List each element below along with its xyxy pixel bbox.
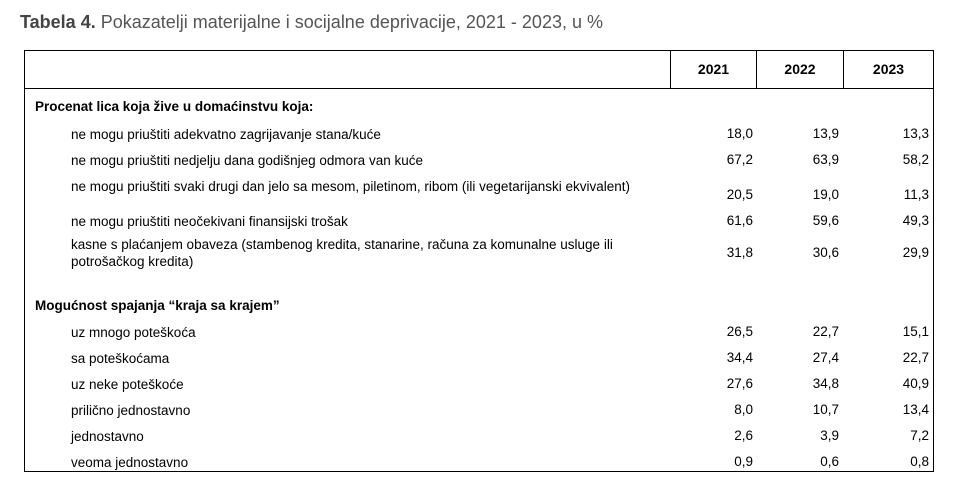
cell-value-2023: 49,3 (902, 213, 929, 228)
cell-value-2022: 22,7 (812, 324, 839, 339)
cell-value-2022: 63,9 (812, 152, 839, 167)
cell-value-2023: 0,8 (910, 454, 929, 469)
row-label: sa poteškoćama (71, 351, 170, 366)
cell-value-2022: 19,0 (812, 187, 839, 202)
cell-value-2021: 27,6 (726, 376, 753, 391)
row-label: ne mogu priuštiti neočekivani finansijski trošak (71, 214, 348, 229)
cell-value-2021: 34,4 (726, 350, 753, 365)
table-caption: Pokazatelji materijalne i socijalne deprivacije, 2021 - 2023, u % (95, 12, 603, 32)
row-label: uz neke poteškoće (71, 377, 184, 392)
cell-value-2022: 30,6 (812, 245, 839, 260)
row-label: ne mogu priuštiti svaki drugi dan jelo sa mesom, piletinom, ribom (ili vegetarijanski ekvivalent) (71, 179, 630, 194)
cell-value-2021: 61,6 (726, 213, 753, 228)
cell-value-2022: 3,9 (820, 428, 839, 443)
data-table (24, 50, 934, 472)
cell-value-2023: 29,9 (902, 245, 929, 260)
row-label: ne mogu priuštiti nedjelju dana godišnjeg odmora van kuće (71, 153, 423, 168)
cell-value-2022: 0,6 (820, 454, 839, 469)
cell-value-2021: 18,0 (726, 126, 753, 141)
cell-value-2022: 13,9 (812, 126, 839, 141)
header-divider (25, 88, 933, 89)
cell-value-2021: 26,5 (726, 324, 753, 339)
cell-value-2021: 8,0 (734, 402, 753, 417)
cell-value-2021: 20,5 (726, 187, 753, 202)
row-label: veoma jednostavno (71, 455, 189, 470)
year-header-2023: 2023 (872, 61, 905, 77)
table-number: Tabela 4. (20, 12, 96, 32)
cell-value-2021: 2,6 (734, 428, 753, 443)
cell-value-2023: 11,3 (903, 187, 929, 202)
cell-value-2022: 27,4 (812, 350, 839, 365)
table-title (20, 12, 603, 33)
cell-value-2023: 13,4 (902, 402, 929, 417)
cell-value-2023: 7,2 (910, 428, 929, 443)
row-label: jednostavno (71, 429, 144, 444)
cell-value-2023: 58,2 (902, 152, 929, 167)
cell-value-2023: 15,1 (902, 324, 929, 339)
cell-value-2022: 34,8 (812, 376, 839, 391)
section-heading: Mogućnost spajanja “kraja sa krajem” (35, 298, 280, 313)
row-label: prilično jednostavno (71, 403, 191, 418)
row-label: ne mogu priuštiti adekvatno zagrijavanje stana/kuće (71, 127, 381, 142)
cell-value-2021: 67,2 (726, 152, 753, 167)
section-heading: Procenat lica koja žive u domaćinstvu koja: (35, 99, 314, 114)
cell-value-2023: 22,7 (902, 350, 929, 365)
row-label: kasne s plaćanjem obaveza (stambenog kredita, stanarine, računa za komunalne usluge ili potrošačkog kredita) (71, 237, 613, 269)
cell-value-2021: 31,8 (726, 245, 753, 260)
cell-value-2022: 59,6 (812, 213, 839, 228)
row-label: uz mnogo poteškoća (71, 325, 196, 340)
cell-value-2023: 40,9 (902, 376, 929, 391)
cell-value-2022: 10,7 (812, 402, 839, 417)
year-header-2022: 2022 (784, 61, 816, 77)
year-header-2021: 2021 (697, 61, 730, 77)
cell-value-2023: 13,3 (902, 126, 929, 141)
cell-value-2021: 0,9 (734, 454, 753, 469)
